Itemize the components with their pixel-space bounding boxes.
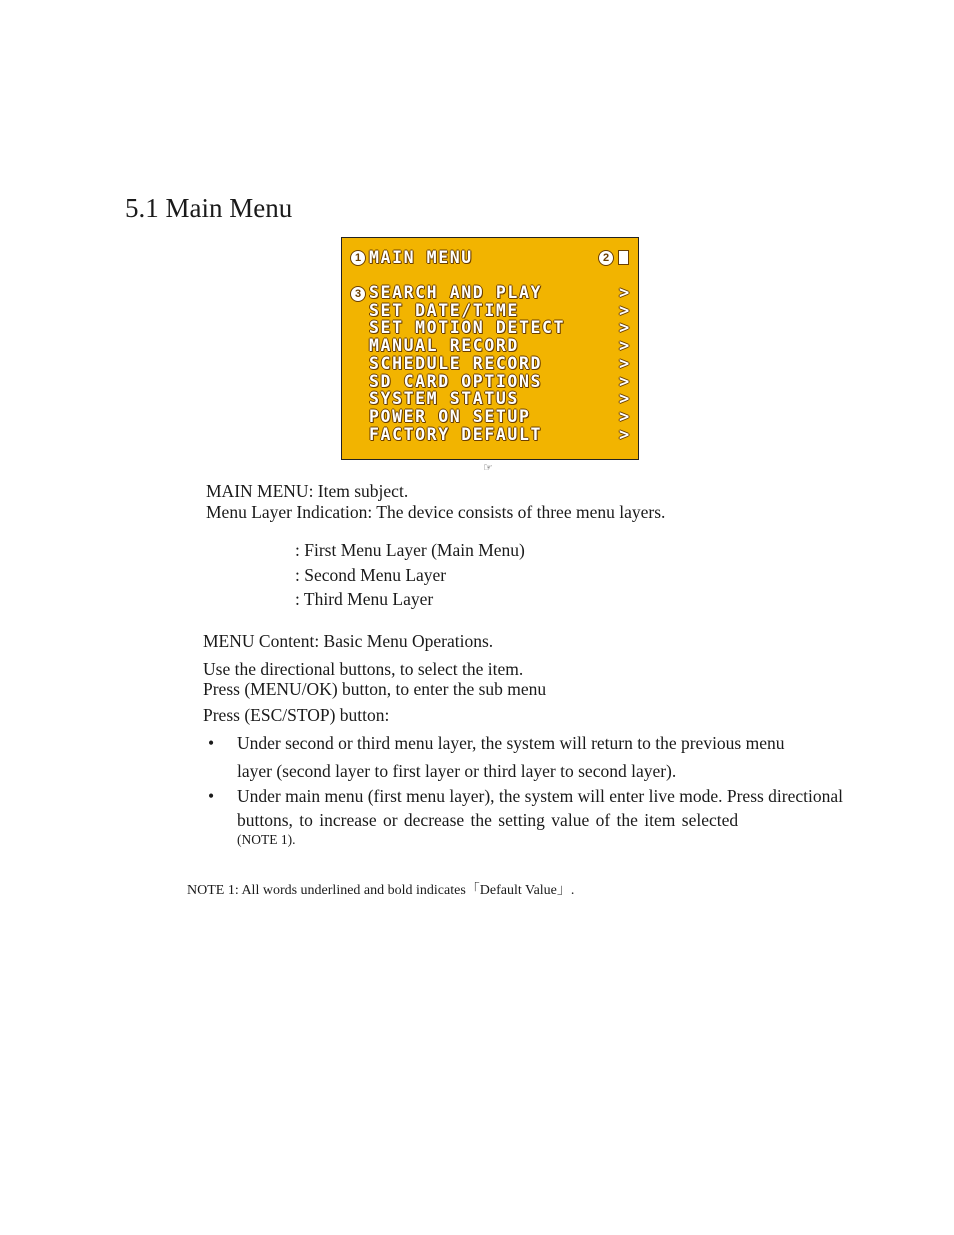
bullet-marker: • (208, 733, 215, 753)
chevron-right-icon: > (619, 389, 630, 409)
chevron-right-icon: > (619, 372, 630, 392)
marker-2-icon: 2 (598, 250, 614, 266)
osd-item: SYSTEM STATUS (369, 389, 519, 408)
directional-instruction: Use the directional buttons, to select the item. (203, 659, 524, 679)
osd-item: SCHEDULE RECORD (369, 354, 543, 373)
chevron-right-icon: > (619, 336, 630, 356)
chevron-right-icon: > (619, 425, 630, 445)
osd-item: FACTORY DEFAULT (369, 425, 543, 444)
layer-item: : Third Menu Layer (295, 589, 434, 609)
chevron-right-icon: > (619, 354, 630, 374)
osd-item: SEARCH AND PLAY (369, 283, 543, 302)
bullet2-text: Under main menu (first menu layer), the system will enter live mode. Press directional (237, 786, 844, 806)
osd-title: MAIN MENU (369, 248, 473, 267)
bullet-marker: • (208, 786, 215, 806)
chevron-right-icon: > (619, 407, 630, 427)
main-menu-description: MAIN MENU: Item subject. (206, 481, 409, 501)
pointing-hand-icon: ☞ (483, 461, 493, 474)
osd-item: SD CARD OPTIONS (369, 372, 543, 391)
menu-content-description: MENU Content: Basic Menu Operations. (203, 631, 494, 651)
footnote: NOTE 1: All words underlined and bold indicates「Default Value」. (187, 883, 575, 898)
osd-item: POWER ON SETUP (369, 407, 531, 426)
menu-ok-instruction: Press (MENU/OK) button, to enter the sub menu (203, 679, 547, 699)
marker-3-icon: 3 (350, 286, 366, 302)
osd-main-menu-screenshot (341, 237, 639, 460)
marker-1-icon: 1 (350, 250, 366, 266)
layer-item: : First Menu Layer (Main Menu) (295, 540, 525, 560)
bullet1-text-cont: layer (second layer to first layer or third layer to second layer). (237, 761, 677, 781)
osd-item: MANUAL RECORD (369, 336, 519, 355)
section-heading: 5.1 Main Menu (125, 193, 293, 223)
bullet2-text-cont: buttons, to increase or decrease the setting value of the item selected (237, 810, 739, 830)
chevron-right-icon: > (619, 283, 630, 303)
layer-item: : Second Menu Layer (295, 565, 447, 585)
chevron-right-icon: > (619, 301, 630, 321)
chevron-right-icon: > (619, 318, 630, 338)
bullet1-text: Under second or third menu layer, the system will return to the previous menu (237, 733, 785, 753)
esc-stop-instruction: Press (ESC/STOP) button: (203, 705, 390, 725)
bullet2-note-ref: (NOTE 1). (237, 832, 296, 847)
osd-item: SET DATE/TIME (369, 301, 519, 320)
osd-item: SET MOTION DETECT (369, 318, 566, 337)
layer-indication-description: Menu Layer Indication: The device consists of three menu layers. (206, 502, 666, 522)
menu-layer-indicator (618, 250, 629, 265)
